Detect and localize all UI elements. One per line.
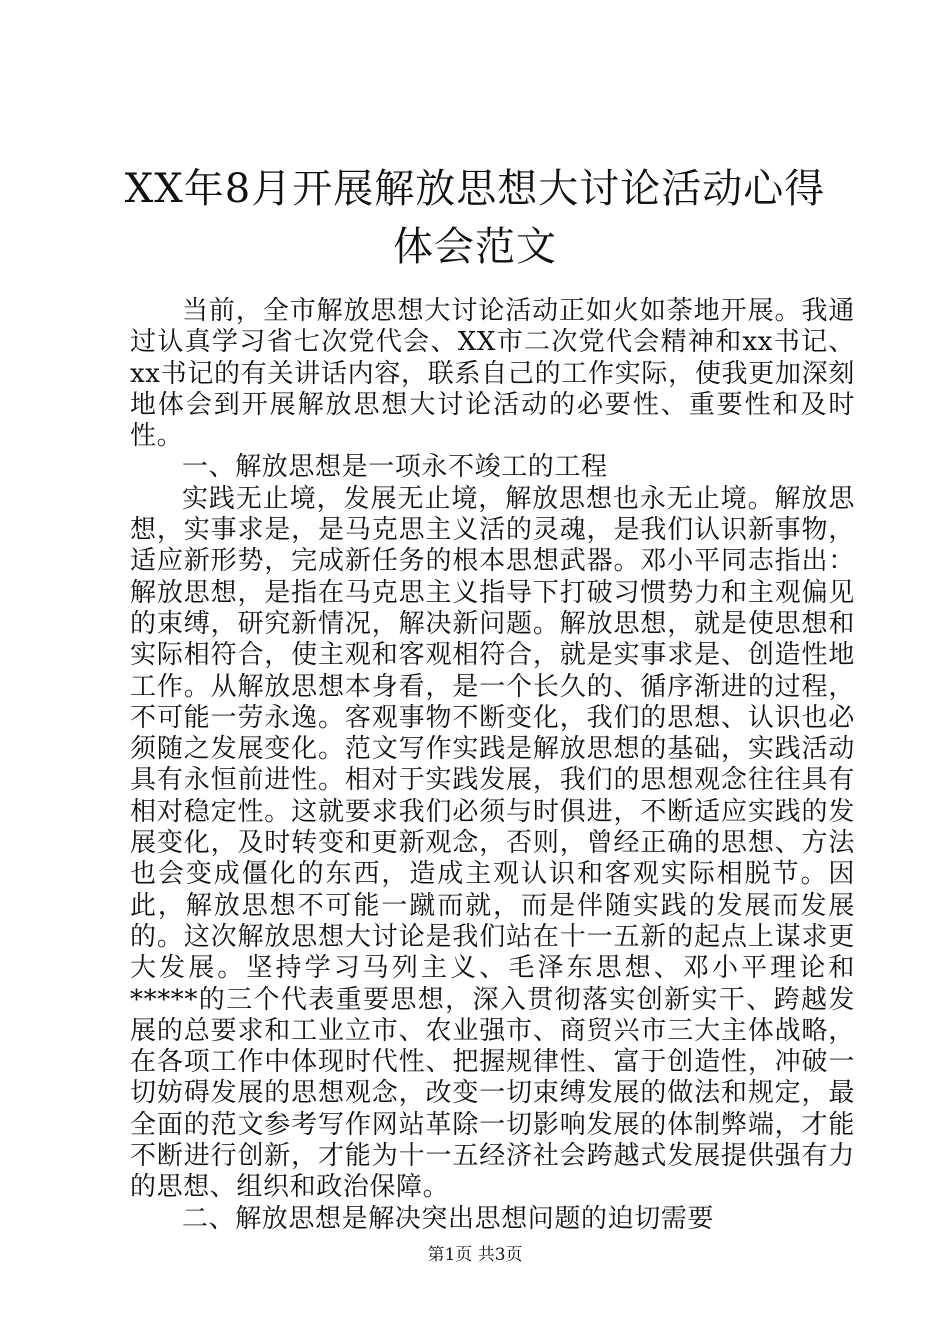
section-heading-1: 一、解放思想是一项永不竣工的工程	[182, 452, 608, 483]
intro-paragraph: 当前，全市解放思想大讨论活动正如火如荼地开展。我通过认真学习省七次党代会、XX市二次党代会精神和xx书记、xx书记的有关讲话内容，联系自己的工作实际，使我更加深刻地体会到开展解放思想大讨论活动的必要性、重要性和及时性。	[130, 296, 855, 452]
section-heading-2: 二、解放思想是解决突出思想问题的迫切需要	[182, 1203, 715, 1234]
document-body	[130, 296, 855, 1235]
document-title: XX年8月开展解放思想大讨论活动心得体会范文	[124, 166, 826, 270]
section-1-paragraph: 实践无止境，发展无止境，解放思想也永无止境。解放思想，实事求是，是马克思主义活的灵魂，是我们认识新事物，适应新形势，完成新任务的根本思想武器。邓小平同志指出：解放思想，是指在马克思主义指导下打破习惯势力和主观偏见的束缚，研究新情况，解决新问题。解放思想，就是使思想和实际相符合，使主观和客观相符合，就是实事求是、创造性地工作。从解放思想本身看，是一个长久的、循序渐进的过程，不可能一劳永逸。客观事物不断变化，我们的思想、认识也必须随之发展变化。范文写作实践是解放思想的基础，实践活动具有永恒前进性。相对于实践发展，我们的思想观念往往具有相对稳定性。这就要求我们必须与时俱进，不断适应实践的发展变化，及时转变和更新观念，否则，曾经正确的思想、方法也会变成僵化的东西，造成主观认识和客观实际相脱节。因此，解放思想不可能一蹴而就，而是伴随实践的发展而发展的。这次解放思想大讨论是我们站在十一五新的起点上谋求更大发展。坚持学习马列主义、毛泽东思想、邓小平理论和*****的三个代表重要思想，深入贯彻落实创新实干、跨越发展的总要求和工业立市、农业强市、商贸兴市三大主体战略，在各项工作中体现时代性、把握规律性、富于创造性，冲破一切妨碍发展的思想观念，改变一切束缚发展的做法和规定，最全面的范文参考写作网站革除一切影响发展的体制弊端，才能不断进行创新，才能为十一五经济社会跨越式发展提供强有力的思想、组织和政治保障。	[130, 483, 855, 1203]
page-number-footer: 第1页 共3页	[427, 1245, 523, 1265]
